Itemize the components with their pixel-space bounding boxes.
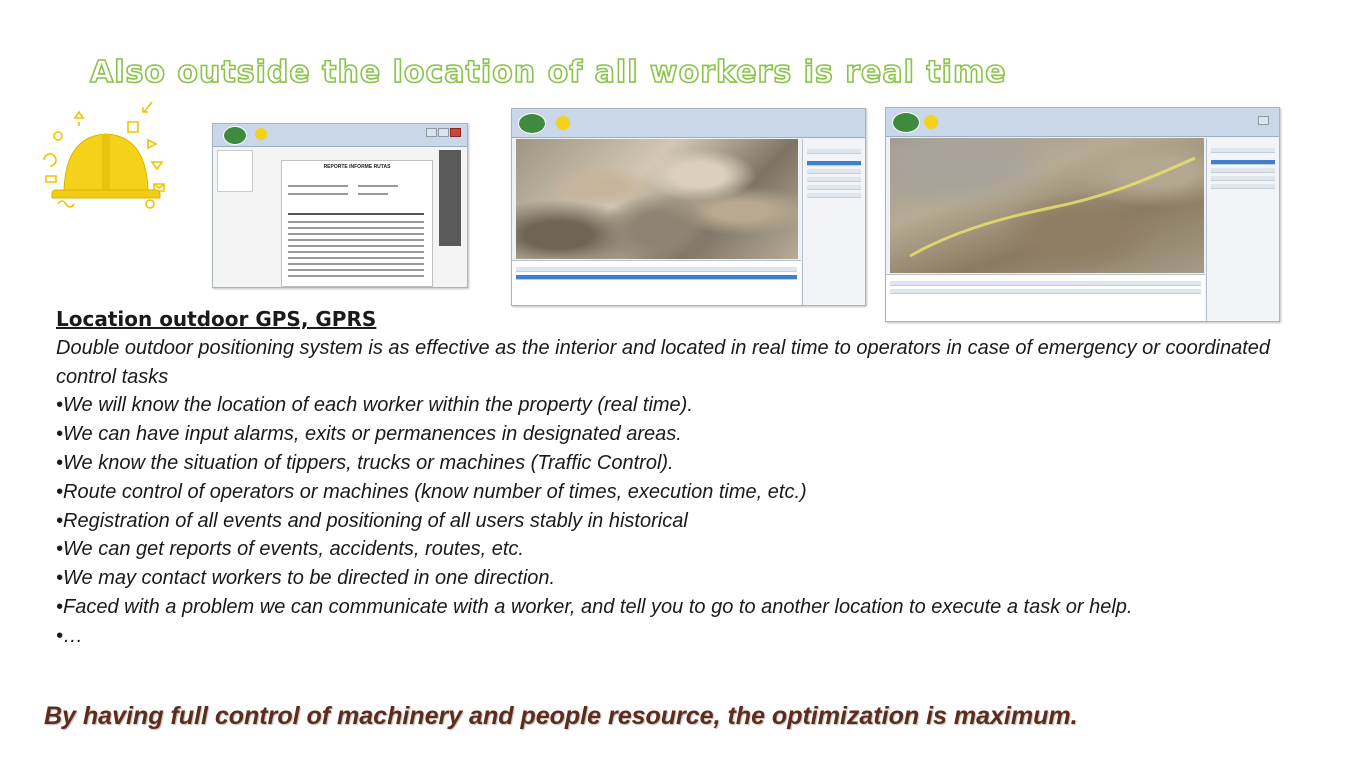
bullet-item: •We will know the location of each worker within the property (real time).: [56, 394, 693, 417]
slide-body: [56, 305, 1316, 651]
bullet-item: •…: [56, 624, 84, 647]
intro-paragraph: Double outdoor positioning system is as effective as the interior and located in real time to operators in case of emergency or coordinated control tasks: [56, 336, 1270, 388]
close-icon: [450, 128, 461, 137]
map-window-titlebar-2: [886, 108, 1279, 137]
map-event-grid-1: [512, 260, 801, 305]
report-scroll-area: [439, 150, 461, 246]
bullet-item: •Registration of all events and positioning of all users stably in historical: [56, 509, 688, 532]
bullet-item: •We may contact workers to be directed in one direction.: [56, 567, 556, 590]
helmet-logo-icon: [556, 116, 570, 130]
section-heading: Location outdoor GPS, GPRS: [56, 307, 377, 331]
report-page: [281, 160, 433, 287]
map-window-screenshot-1: [511, 108, 866, 306]
map-window-screenshot-2: [885, 107, 1280, 322]
hard-hat-icon: [36, 100, 176, 220]
minimize-icon: [426, 128, 437, 137]
bullet-item: •We can get reports of events, accidents, routes, etc.: [56, 538, 524, 561]
bullet-item: •Route control of operators or machines (know number of times, execution time, etc.): [56, 480, 807, 503]
slide-title: Also outside the location of all workers is real time: [90, 55, 1007, 90]
report-title: REPORTE INFORME RUTAS: [323, 164, 391, 170]
helmet-logo-icon: [255, 128, 267, 140]
bullet-item: •Faced with a problem we can communicate with a worker, and tell you to go to another location to execute a task or help.: [56, 595, 1133, 618]
map-window-titlebar-1: [512, 109, 865, 138]
route-line: [890, 138, 1204, 273]
app-logo-icon: [223, 126, 247, 145]
satellite-map-1: [516, 139, 798, 259]
bullet-item: •We know the situation of tippers, trucks or machines (Traffic Control).: [56, 451, 674, 474]
slide-footer: By having full control of machinery and people resource, the optimization is maximum.: [44, 702, 1078, 730]
report-window-screenshot: [212, 123, 468, 288]
satellite-map-2: [890, 138, 1204, 273]
helmet-logo-icon: [924, 115, 938, 129]
bullet-item: •We can have input alarms, exits or permanences in designated areas.: [56, 423, 682, 446]
maximize-icon: [438, 128, 449, 137]
map-side-panel-2: [1206, 138, 1279, 321]
app-logo-icon: [518, 113, 546, 134]
app-logo-icon: [892, 112, 920, 133]
close-icon: [1258, 116, 1269, 125]
map-side-panel-1: [802, 139, 865, 305]
report-tree-panel: [217, 150, 253, 192]
report-window-titlebar: [213, 124, 467, 147]
